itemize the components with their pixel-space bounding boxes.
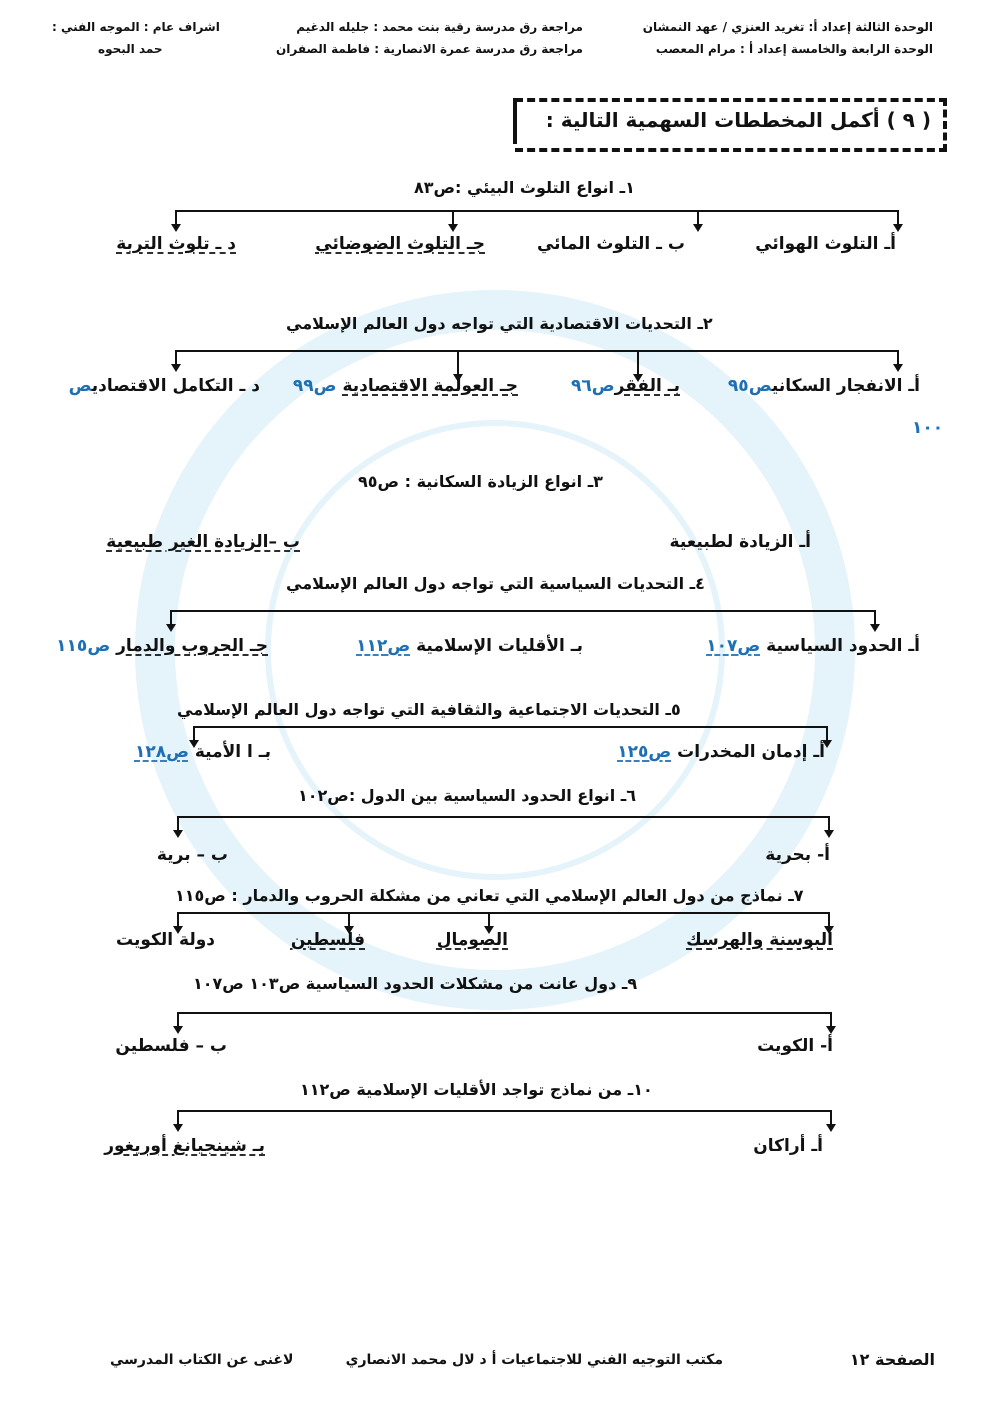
d7-item-c: فلسطين: [290, 930, 365, 950]
question-text: أكمل المخططات السهمية التالية :: [545, 108, 880, 132]
question-title: [546, 108, 931, 132]
d9-title: ٩ـ دول عانت من مشكلات الحدود السياسية ص١٠٣ ص١٠٧: [193, 974, 638, 993]
d2-page-c: ص٩٩: [292, 376, 337, 396]
question-number: ( ٩ ): [886, 108, 931, 132]
d10-line: [177, 1110, 832, 1112]
header-supervisor-name: حمد البحوه: [98, 42, 163, 56]
d10-item-a: أـ أراكان: [753, 1136, 823, 1156]
d3-title: ٣ـ انواع الزيادة السكانية : ص٩٥: [358, 472, 603, 491]
d1-arrow-b: [697, 210, 699, 226]
d2-item-a: أـ الانفجار السكانيص٩٥: [727, 376, 920, 396]
d3-item-b: ب –الزيادة الغير طبيعية: [106, 532, 300, 552]
d4-page-a: ص١٠٧: [706, 636, 761, 656]
d1-arrow-d: [175, 210, 177, 226]
d7-title: ٧ـ نماذج من دول العالم الإسلامي التي تعاني من مشكلة الحروب والدمار : ص١١٥: [175, 886, 804, 905]
d10-item-b: بـ شينجيانغ أوريغور: [104, 1136, 265, 1156]
d4-page-b: ص١١٢: [356, 636, 411, 656]
d1-item-c: جـ التلوث الضوضائي: [315, 234, 485, 254]
d10-title: ١٠ـ من نماذج تواجد الأقليات الإسلامية ص١١٢: [300, 1080, 653, 1099]
d4-item-a: أـ الحدود السياسية ص١٠٧: [706, 636, 920, 656]
d9-item-b: ب – فلسطين: [115, 1036, 227, 1056]
d1-title: ١ـ انواع التلوث البيئي :ص٨٣: [414, 178, 635, 197]
d4-title: ٤ـ التحديات السياسية التي تواجه دول العالم الإسلامي: [286, 574, 705, 593]
d2-page-d: ص: [68, 376, 92, 396]
header-unit45: الوحدة الرابعة والخامسة إعداد أ : مرام المعصب: [655, 42, 933, 56]
d5-item-a: أـ إدمان المخدرات ص١٢٥: [617, 742, 825, 762]
d4-line: [170, 610, 876, 612]
d2-page-a: ص٩٥: [727, 376, 772, 396]
d5-item-b: بـ ا الأمية ص١٢٨: [134, 742, 271, 762]
d4-page-c: ص١١٥: [56, 636, 111, 656]
page-number: الصفحة ١٢: [849, 1350, 935, 1369]
d9-line: [177, 1012, 832, 1014]
d6-line: [177, 816, 830, 818]
d7-item-d: دولة الكويت: [115, 930, 215, 950]
d3-item-a: أـ الزيادة لطبيعية: [669, 532, 811, 552]
d2-line: [175, 350, 899, 352]
d9-item-a: أ- الكويت: [757, 1036, 833, 1056]
d2-item-c: جـ العولمة الاقتصادية ص٩٩: [292, 376, 518, 396]
d5-line: [193, 726, 828, 728]
header-supervision: اشراف عام : الموجه الفني :: [52, 20, 220, 34]
d6-item-b: ب – برية: [156, 845, 228, 865]
d5-page-a: ص١٢٥: [617, 742, 672, 762]
d4-item-b: بـ الأقليات الإسلامية ص١١٢: [356, 636, 583, 656]
d2-page-b: ص٩٦: [570, 376, 615, 396]
d5-title: ٥ـ التحديات الاجتماعية والثقافية التي تواجه دول العالم الإسلامي: [177, 700, 681, 719]
d2-page-d-cont: ١٠٠: [912, 418, 944, 438]
d1-arrow-c: [452, 210, 454, 226]
d1-item-d: د ـ تلوث التربة: [116, 234, 236, 254]
d1-item-a: أـ التلوث الهوائي: [755, 234, 896, 254]
footer-note: لاغنى عن الكتاب المدرسي: [110, 1352, 294, 1368]
header-review1: مراجعة رق مدرسة رقية بنت محمد : جليله الدغيم: [296, 20, 583, 34]
d1-line: [175, 210, 899, 212]
header-review2: مراجعة رق مدرسة عمرة الانصارية : فاطمة الصفران: [276, 42, 583, 56]
d1-arrow-a: [897, 210, 899, 226]
d6-item-a: أ- بحرية: [765, 845, 830, 865]
header-unit3: الوحدة الثالثة إعداد أ: تغريد العنزي / عهد النمشان: [642, 20, 933, 34]
d7-item-a: البوسنة والهرسك: [686, 930, 833, 950]
d5-page-b: ص١٢٨: [134, 742, 189, 762]
footer-office: مكتب التوجيه الفني للاجتماعيات أ د لال محمد الانصاري: [345, 1352, 723, 1368]
d2-item-b: بـ الفقرص٩٦: [570, 376, 680, 396]
d6-title: ٦ـ انواع الحدود السياسية بين الدول :ص١٠٢: [298, 786, 637, 805]
d2-title: ٢ـ التحديات الاقتصادية التي تواجه دول العالم الإسلامي: [286, 314, 713, 333]
d2-item-d: د ـ التكامل الاقتصاديص: [68, 376, 260, 396]
d4-item-c: جـ الحروب والدمار ص١١٥: [56, 636, 268, 656]
d7-line: [177, 912, 830, 914]
d1-item-b: ب ـ التلوث المائي: [536, 234, 685, 254]
d7-item-b: الصومال: [436, 930, 508, 950]
